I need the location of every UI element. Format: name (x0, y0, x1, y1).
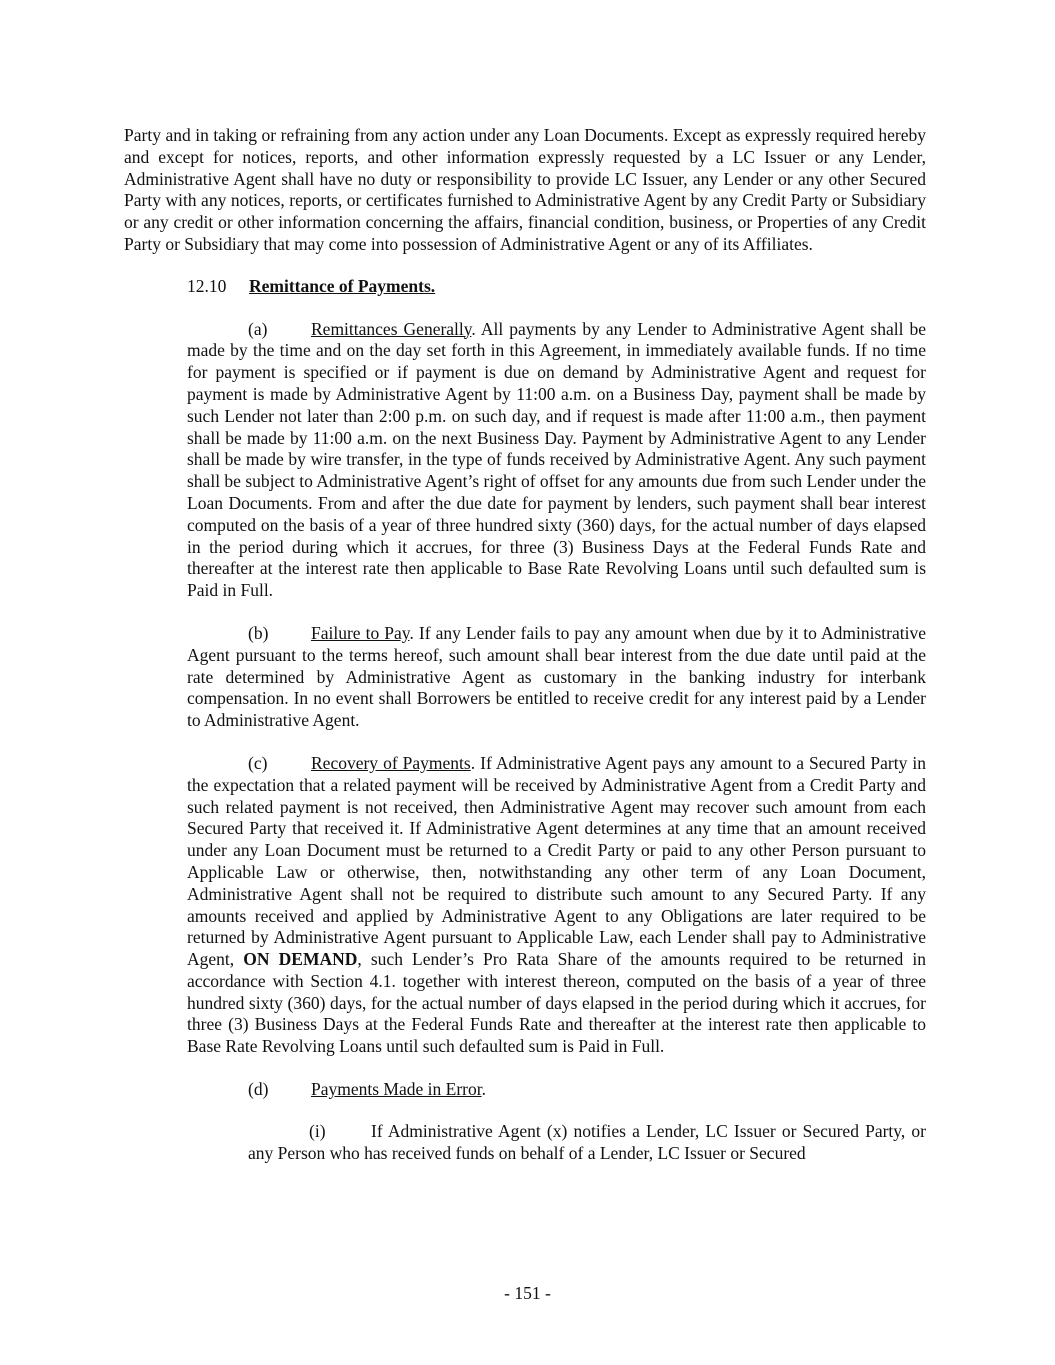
subsection-d-caption: Payments Made in Error (311, 1079, 482, 1100)
section-title: Remittance of Payments. (249, 275, 436, 296)
subsection-c (187, 753, 926, 1058)
subsection-d-i-text: If Administrative Agent (x) notifies a Lender, LC Issuer or Secured Party, or any Person who has received funds on behalf of a Lender, LC Issuer or Secured (248, 1120, 926, 1163)
subsection-d-label: (d) (248, 1079, 269, 1100)
subsection-d (187, 1079, 926, 1101)
subsection-a-label: (a) (248, 318, 268, 339)
subsection-a-caption: Remittances Generally (311, 318, 472, 339)
section-number: 12.10 (187, 275, 227, 296)
subsection-d-i-label: (i) (309, 1120, 326, 1141)
subsection-a-text: . All payments by any Lender to Administrative Agent shall be made by the time and on the day set forth in this Agreement, in immediately available funds. If no time for payment is specified or if payment is due on demand by Administrative Agent and request for payment is made by Administrative Agent by 11:00 a.m. on a Business Day, payment shall be made by such Lender not later than 2:00 p.m. on such day, and if request is made after 11:00 a.m., then payment shall be made by 11:00 a.m. on the next Business Day. Payment by Administrative Agent to any Lender shall be made by wire transfer, in the type of funds received by Administrative Agent. Any such payment shall be subject to Administrative Agent’s right of offset for any amounts due from such Lender under the Loan Documents. From and after the due date for payment by lenders, such payment shall bear interest computed on the basis of a year of three hundred sixty (360) days, for the actual number of days elapsed in the period during which it accrues, for three (3) Business Days at the Federal Funds Rate and thereafter at the interest rate then applicable to Base Rate Revolving Loans until such defaulted sum is Paid in Full. (187, 318, 926, 601)
subsection-c-text-2: , such Lender’s Pro Rata Share of the amounts required to be returned in accordance with Section 4.1. together with interest thereon, computed on the basis of a year of three hundred sixty (360) days, for the actual number of days elapsed in the period during which it accrues, for three (3) Business Days at the Federal Funds Rate and thereafter at the interest rate then applicable to Base Rate Revolving Loans until such defaulted sum is Paid in Full. (187, 949, 926, 1057)
subsection-d-i (248, 1121, 926, 1165)
page-number: - 151 - (504, 1283, 551, 1303)
intro-paragraph: Party and in taking or refraining from any action under any Loan Documents. Except as expressly required hereby and except for notices, reports, and other information expressly requested by a LC Issuer or any Lender, Administrative Agent shall have no duty or responsibility to provide LC Issuer, any Lender or any other Secured Party with any notices, reports, or certificates furnished to Administrative Agent by any Credit Party or Subsidiary or any credit or other information concerning the affairs, financial condition, business, or Properties of any Credit Party or Subsidiary that may come into possession of Administrative Agent or any of its Affiliates. (124, 125, 926, 254)
subsection-b-label: (b) (248, 622, 269, 643)
document-page (124, 125, 926, 1164)
subsection-d-period: . (481, 1079, 486, 1100)
subsection-c-label: (c) (248, 752, 268, 773)
subsection-c-text-1: . If Administrative Agent pays any amount to a Secured Party in the expectation that a related payment will be received by Administrative Agent from a Credit Party and such related payment is not received, then Administrative Agent may recover such amount from each Secured Party that received it. If Administrative Agent determines at any time that an amount received under any Loan Document must be returned to a Credit Party or paid to any other Person pursuant to Applicable Law or otherwise, then, notwithstanding any other term of any Loan Document, Administrative Agent shall not be required to distribute such amount to any Secured Party. If any amounts received and applied by Administrative Agent to any Obligations are later required to be returned by Administrative Agent pursuant to Applicable Law, each Lender shall pay to Administrative Agent, (187, 752, 926, 970)
section-heading (187, 276, 926, 298)
on-demand-emphasis: ON DEMAND (243, 949, 358, 970)
subsection-c-caption: Recovery of Payments (311, 752, 471, 773)
subsection-b-caption: Failure to Pay (311, 622, 410, 643)
subsection-b (187, 623, 926, 732)
subsection-b-text: . If any Lender fails to pay any amount when due by it to Administrative Agent pursuant to the terms hereof, such amount shall bear interest from the due date until paid at the rate determined by Administrative Agent as customary in the banking industry for interbank compensation. In no event shall Borrowers be entitled to receive credit for any interest paid by a Lender to Administrative Agent. (187, 622, 926, 731)
subsection-a (187, 319, 926, 602)
